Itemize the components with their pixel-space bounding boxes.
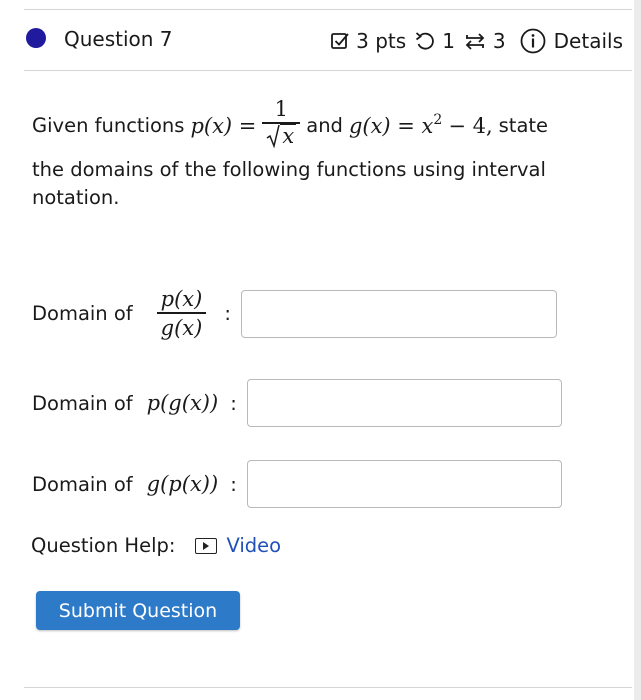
bottom-divider xyxy=(24,687,632,688)
domain-quotient-input[interactable] xyxy=(241,290,557,338)
domain-row-p-of-g: Domain of p(g(x)) : xyxy=(32,379,562,427)
video-link[interactable] xyxy=(195,534,281,557)
problem-line-1 xyxy=(32,96,612,156)
domain-label: Domain of xyxy=(32,472,133,496)
quotient-denominator: g(x) xyxy=(160,315,203,340)
composition-p-of-g: p(g(x)) xyxy=(146,391,219,415)
p-numerator: 1 xyxy=(274,97,289,122)
info-icon[interactable] xyxy=(520,28,546,54)
domain-g-of-p-input[interactable] xyxy=(247,460,562,508)
play-icon xyxy=(195,538,217,554)
version-swap-icon xyxy=(463,30,487,52)
top-divider xyxy=(24,9,632,10)
g-exponent: 2 xyxy=(433,112,443,128)
p-definition-lhs: p(x) = xyxy=(190,114,257,138)
details-button[interactable]: Details xyxy=(553,29,623,53)
question-help xyxy=(31,534,281,557)
p-fraction xyxy=(262,96,300,156)
domain-label: Domain of xyxy=(32,391,133,415)
header-divider xyxy=(24,70,632,71)
quotient-numerator: p(x) xyxy=(160,287,203,311)
problem-intro: Given functions xyxy=(32,114,185,137)
question-title: Question 7 xyxy=(64,27,173,51)
domain-row-g-of-p: Domain of g(p(x)) : xyxy=(32,460,562,508)
checkbox-edit-icon xyxy=(330,31,350,51)
points-text: 3 pts xyxy=(356,29,407,53)
scrollbar-track[interactable] xyxy=(634,0,641,700)
question-header xyxy=(26,26,631,56)
question-help-label: Question Help: xyxy=(31,534,176,557)
state-word: state xyxy=(498,114,549,137)
question-status-dot xyxy=(26,28,46,48)
composition-g-of-p: g(p(x)) xyxy=(146,472,219,496)
domain-row-quotient: Domain of $\frac{p(x)}{g(x)}$ : xyxy=(32,286,557,342)
problem-continuation: the domains of the following functions using interval notation. xyxy=(32,158,546,209)
problem-statement xyxy=(32,96,612,212)
submit-question-button[interactable]: Submit Question xyxy=(36,591,240,630)
g-definition-rest: − 4, xyxy=(448,114,493,138)
sqrt-symbol xyxy=(266,124,296,148)
p-denominator: x xyxy=(282,124,295,149)
question-meta xyxy=(330,26,623,56)
video-link-label: Video xyxy=(226,534,282,557)
versions-count: 3 xyxy=(492,29,506,53)
domain-label: Domain of xyxy=(32,302,133,326)
retry-icon xyxy=(414,31,436,51)
and-word: and xyxy=(306,114,343,137)
attempts-count: 1 xyxy=(442,29,455,53)
domain-p-of-g-input[interactable] xyxy=(247,379,562,427)
quotient-fraction xyxy=(157,286,207,342)
g-definition: g(x) = x xyxy=(348,114,434,138)
